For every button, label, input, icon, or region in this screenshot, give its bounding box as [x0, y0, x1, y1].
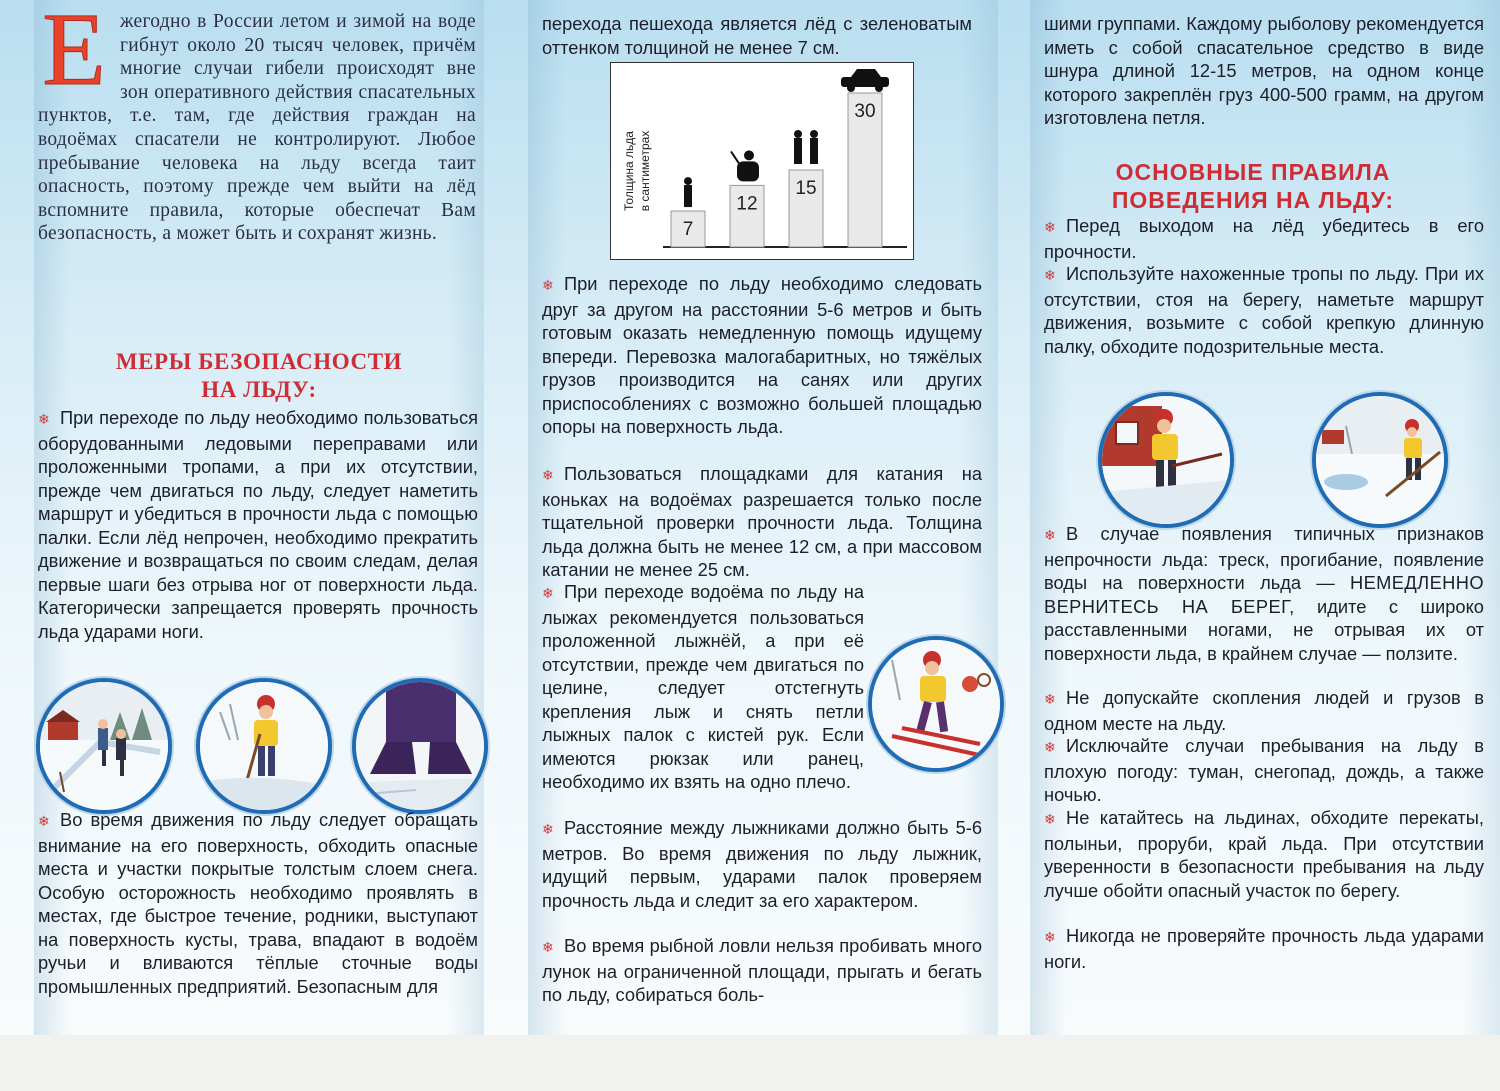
intro-block [38, 0, 476, 246]
illustration-child-on-ice-with-stick [1312, 392, 1448, 528]
snowflake-bullet-icon: ❄ [1044, 811, 1056, 827]
snowflake-bullet-icon: ❄ [38, 813, 50, 829]
column2-item-5 [542, 934, 982, 1007]
snowflake-bullet-icon: ❄ [1044, 929, 1056, 945]
column2-item-1-text: При переходе по льду необходимо следовать друг за другом на расстоянии 5-6 метров и быть готовым оказать немедленную помощь идущему впереди. Перевозка малогабаритных, но тяжёлых грузов производится на санях или других приспособлениях с возможно большей площадью опоры на поверхность льда. [542, 273, 982, 437]
section1-item-2 [38, 808, 478, 998]
section3-heading-line1: ОСНОВНЫЕ ПРАВИЛА [1115, 159, 1391, 185]
ice-thickness-chart [610, 62, 914, 260]
snowflake-bullet-icon: ❄ [542, 467, 554, 483]
column3-item-4 [1044, 686, 1484, 735]
column3-item-2-text: Используйте нахоженные тропы по льду. При их отсутствии, стоя на берегу, наметьте маршрут движения, возьмите с собой крепкую длинную палку, обходите подозрительные места. [1044, 263, 1484, 357]
illustration-boots-on-ice [352, 678, 488, 814]
person-icon [794, 138, 802, 164]
snowflake-bullet-icon: ❄ [1044, 219, 1056, 235]
column3-item-6 [1044, 806, 1484, 902]
section1-heading-line1: МЕРЫ БЕЗОПАСНОСТИ [115, 349, 403, 374]
column3-item-3-text: В случае появления типичных признаков непрочности льда: треск, прогибание, появление воды на поверхности льда — [1044, 523, 1484, 593]
snowflake-bullet-icon: ❄ [542, 821, 554, 837]
snowflake-bullet-icon: ❄ [1044, 691, 1056, 707]
column2-continued-text: перехода пешехода является лёд с зеленоватым оттенком толщиной не менее 7 см. [542, 13, 972, 58]
intro-text: жегодно в России летом и зимой на воде гибнут около 20 тысяч человек, причём многие случаи гибели происходят вне зон оперативного действия спасательных пунктов, т.е. там, где действия граждан на водоёмах спасатели не контролируют. Любое пребывание человека на льду всегда таит опасность, поэтому прежде чем выйти на лёд вспомните правила, которые обеспечат Вам безопасность, а может быть и сохранят жизнь. [38, 11, 476, 245]
column3-item-2 [1044, 262, 1484, 358]
column-3 [1030, 0, 1500, 1035]
person-with-load-icon [737, 161, 759, 181]
snowflake-bullet-icon: ❄ [542, 585, 554, 601]
section1-item-2-text: Во время движения по льду следует обращать внимание на его поверхность, обходить опасные места и участки покрытые толстым слоем снега. Особую осторожность необходимо проявлять в местах, где быстрое течение, родники, выступают на поверхность кусты, трава, впадают в водоём ручьи и вливаются тёплые сточные воды промышленных предприятий. Безопасным для [38, 809, 478, 997]
person-icon [810, 138, 818, 164]
person-icon [684, 177, 692, 185]
chart-y-label-line1: Толщина льда [622, 131, 636, 211]
snowflake-bullet-icon: ❄ [542, 277, 554, 293]
column3-emphasis: НЕМЕДЛЕННО ВЕРНИТЕСЬ НА БЕРЕГ, [1044, 572, 1484, 617]
person-with-load-icon [744, 150, 754, 160]
column3-item-7 [1044, 924, 1484, 973]
snowflake-bullet-icon: ❄ [1044, 527, 1056, 543]
snowflake-bullet-icon: ❄ [1044, 267, 1056, 283]
chart-value-label: 12 [736, 193, 758, 215]
column2-item-4-text: Расстояние между лыжниками должно быть 5-6 метров. Во время движения по льду лыжник, идущий первым, ударами палок проверяем прочность льда и следит за его характером. [542, 817, 982, 911]
column2-item-1 [542, 272, 982, 439]
column3-item-6-text: Не катайтесь на льдинах, обходите перекаты, полыньи, проруби, край льда. При отсутствии уверенности в безопасности пребывания на льду лучше обойти опасный участок по берегу. [1044, 807, 1484, 901]
section3-heading [1030, 158, 1476, 214]
section3-heading-line2: ПОВЕДЕНИЯ НА ЛЬДУ: [1111, 187, 1395, 213]
illustration-child-with-stick [196, 678, 332, 814]
column2-item-5-text: Во время рыбной ловли нельзя пробивать много лунок на ограниченной площади, прыгать и бегать по льду, собираться боль- [542, 935, 982, 1005]
chart-value-label: 30 [854, 101, 876, 122]
snowflake-bullet-icon: ❄ [1044, 739, 1056, 755]
section1-item-1-text: При переходе по льду необходимо пользоваться оборудованными ледовыми переправами или проложенными тропами, а при их отсутствии, прежде чем двигаться по льду, следует наметить маршрут и убедиться в прочности льда с помощью палки. Если лёд непрочен, необходимо прекратить движение и возвращаться по своим следам, делая первые шаги без отрыва ног от поверхности льда. Категорически запрещается проверять прочность льда ударами ноги. [38, 407, 478, 642]
illustration-skier [868, 636, 1004, 772]
ice-thickness-chart-svg [611, 63, 913, 259]
chart-y-label-line2: в сантиметрах [638, 130, 652, 212]
person-with-load-icon [731, 151, 739, 163]
snowflake-bullet-icon: ❄ [542, 939, 554, 955]
car-icon [847, 84, 855, 92]
column3-item-1 [1044, 214, 1484, 263]
column-1 [34, 0, 484, 1035]
snowflake-bullet-icon: ❄ [38, 411, 50, 427]
section1-heading-line2: НА ЛЬДУ: [201, 377, 317, 402]
column2-item-4 [542, 816, 982, 912]
illustration-people-on-path [36, 678, 172, 814]
person-icon [684, 185, 692, 207]
person-icon [794, 130, 802, 138]
chart-value-label: 7 [682, 219, 694, 241]
illustration-child-by-house [1098, 392, 1234, 528]
column3-item-4-text: Не допускайте скопления людей и грузов в одном месте на льду. [1044, 687, 1484, 734]
column2-item-3 [542, 580, 864, 794]
column3-item-5 [1044, 734, 1484, 807]
person-icon [810, 130, 818, 138]
column2-item-2-text: Пользоваться площадками для катания на коньках на водоёмах разрешается только после тщательной проверки прочности льда. Толщина льда должна быть не менее 12 см, а при массовом катании не менее 25 см. [542, 463, 982, 580]
section1-heading [34, 348, 484, 404]
column3-item-5-text: Исключайте случаи пребывания на льду в плохую погоду: туман, снегопад, дождь, а также ночью. [1044, 735, 1484, 805]
chart-value-label: 15 [795, 178, 817, 199]
section1-item-1 [38, 406, 478, 643]
car-icon [851, 69, 881, 77]
drop-cap: Е [42, 0, 106, 107]
column3-item-1-text: Перед выходом на лёд убедитесь в его прочности. [1044, 215, 1484, 262]
column3-item-3 [1044, 522, 1484, 665]
column3-item-7-text: Никогда не проверяйте прочность льда ударами ноги. [1044, 925, 1484, 972]
column2-item-3-text: При переходе водоёма по льду на лыжах рекомендуется пользоваться проложенной лыжнёй, а при её отсутствии, прежде чем двигаться по целине, следует отстегнуть крепления лыж и снять петли лыжных палок с кистей рук. Если имеются рюкзак или ранец, необходимо их взять на одно плечо. [542, 581, 864, 792]
column2-item-2 [542, 462, 982, 582]
column3-after-emphasis: идите с широко расставленными ногами, не отрывая их от поверхности льда, в крайнем случае — ползите. [1044, 595, 1484, 664]
column3-continued-text: шими группами. Каждому рыболову рекомендуется иметь с собой спасательное средство в виде шнура длиной 12-15 метров, на одном конце которого закреплён груз 400-500 грамм, на другом изготовлена петля. [1044, 13, 1484, 128]
car-icon [875, 84, 883, 92]
column-2 [528, 0, 998, 1035]
